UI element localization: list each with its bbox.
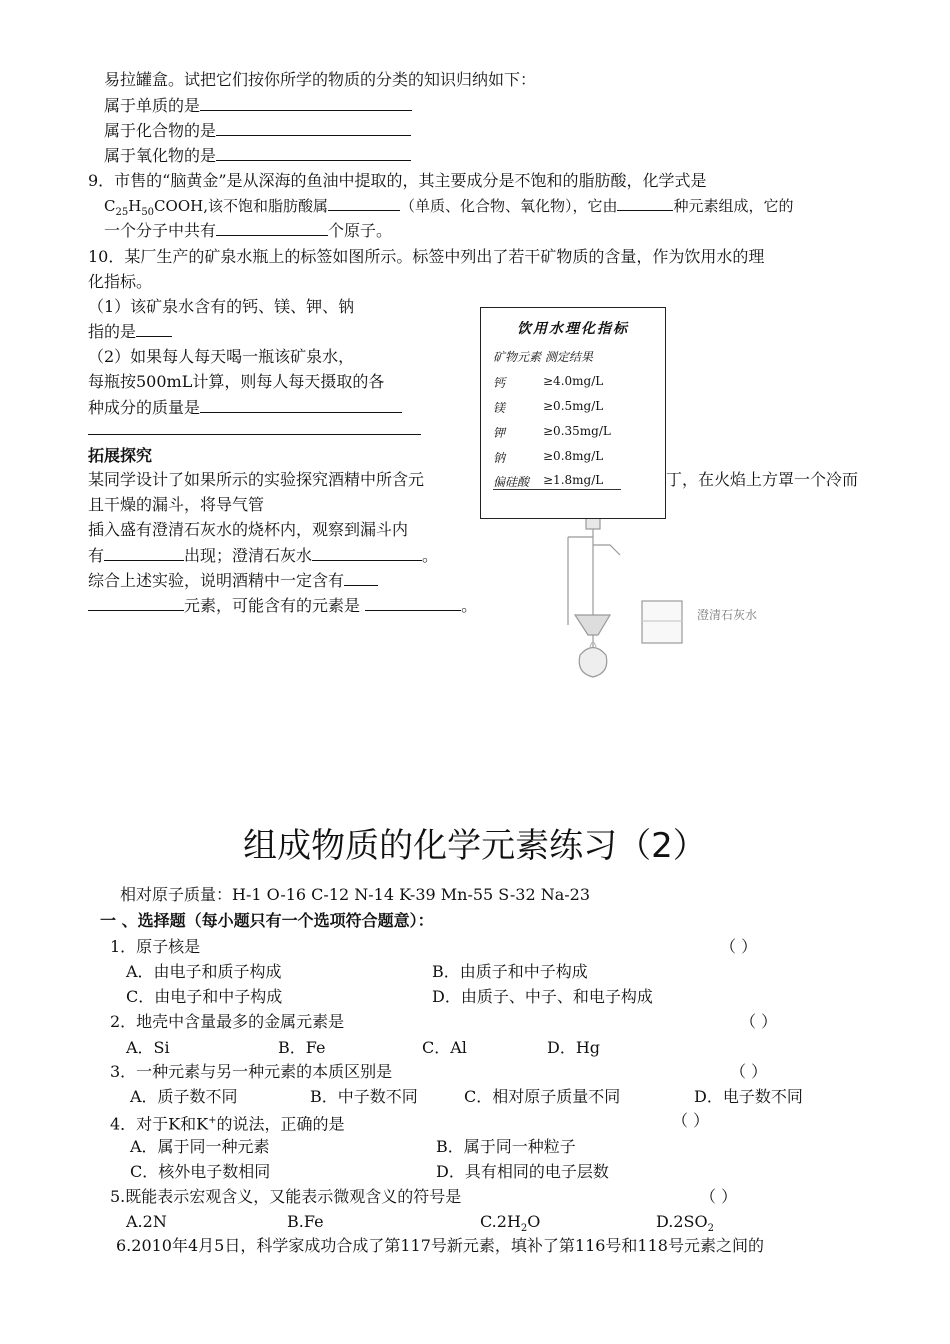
question-5: 5.既能表示宏观含义，又能表示微观含义的符号是 [110,1187,462,1206]
gas-tube [593,545,620,555]
question-10: 10．某厂生产的矿泉水瓶上的标签如图所示。标签中列出了若干矿物质的含量，作为饮用水的理 [88,247,765,266]
option[interactable]: C．核外电子数相同 [130,1162,271,1181]
text-line: 每瓶按500mL计算，则每人每天摄取的各 [88,372,385,391]
question-4: 4．对于K和K+的说法，正确的是 [110,1114,345,1134]
option[interactable]: A.2N [126,1212,167,1231]
label-row-value: ≥1.8mg/L [543,473,604,487]
beaker-icon [642,601,682,643]
blank[interactable] [312,546,422,561]
answer-line[interactable] [88,434,421,435]
label-row-name: 偏硅酸 [493,475,530,489]
text-line: 综合上述实验，说明酒精中一定含有 [88,571,378,591]
option[interactable]: A．质子数不同 [130,1087,238,1106]
blank[interactable] [200,398,402,413]
text-line: 种成分的质量是 [88,398,402,418]
option[interactable]: D．电子数不同 [694,1087,803,1106]
label-row-value: ≥0.35mg/L [543,424,611,438]
question-9-line2: $C_{25}H_{50}COOH$,该不饱和脂肪酸属 （单质、化合物、氧化物），它由 种元素组成，它的 [104,197,794,218]
option[interactable]: D．具有相同的电子层数 [436,1162,609,1181]
text-line: 插入盛有澄清石灰水的烧杯内，观察到漏斗内 [88,520,409,539]
blank[interactable] [365,596,461,611]
label-row-value: ≥4.0mg/L [543,374,604,388]
option[interactable]: B.Fe [287,1212,324,1231]
question-2: 2．地壳中含量最多的金属元素是 [110,1012,345,1031]
question-9: 9．市售的“脑黄金”是从深海的鱼油中提取的，其主要成分是不饱和的脂肪酸，化学式是 [88,171,707,190]
answer-paren[interactable]: （ ） [672,1111,710,1130]
option[interactable]: A．Si [126,1038,170,1057]
label-row-name: 钾 [493,426,506,440]
funnel-icon [575,615,610,635]
text-line: （1）该矿泉水含有的钙、镁、钾、钠 [88,297,355,316]
option[interactable]: D．由质子、中子、和电子构成 [432,987,653,1006]
mineral-water-label [480,307,666,519]
option[interactable]: B．Fe [278,1038,326,1057]
option[interactable]: D．Hg [547,1038,601,1057]
option[interactable]: C．Al [422,1038,467,1057]
answer-paren[interactable]: （ ） [720,937,758,956]
text-line: 属于化合物的是 [104,121,411,141]
blank[interactable] [216,146,411,161]
beaker-label: 澄清石灰水 [697,608,758,622]
blank[interactable] [344,571,378,586]
blank[interactable] [617,196,673,211]
text-line: 属于氧化物的是 [104,146,411,166]
text-line: 某同学设计了如果所示的实验探究酒精中所含元 [88,470,425,489]
option[interactable]: $D.2SO_2$ [656,1212,714,1235]
option[interactable]: B．中子数不同 [310,1087,418,1106]
text-line: 化指标。 [88,272,153,291]
label-row-name: 镁 [493,401,506,415]
option[interactable]: A．属于同一种元素 [130,1137,270,1156]
text-line: （2）如果每人每天喝一瓶该矿泉水， [88,347,355,366]
underline [493,489,621,490]
blank[interactable] [88,596,184,611]
label-row-value: ≥0.5mg/L [543,399,604,413]
question-6: 6.2010年4月5日，科学家成功合成了第117号新元素，填补了第116号和118号元素之间的 [116,1236,764,1255]
text-line: 丁，在火焰上方罩一个冷而 [666,470,859,489]
option[interactable]: B．属于同一种粒子 [436,1137,576,1156]
label-title: 饮用水理化指标 [517,321,629,337]
alcohol-lamp-icon [579,648,607,678]
blank[interactable] [104,546,184,561]
answer-paren[interactable]: （ ） [700,1187,738,1206]
text-line: 属于单质的是 [104,96,412,116]
answer-paren[interactable]: （ ） [730,1062,768,1081]
option[interactable]: C．由电子和中子构成 [126,987,283,1006]
label-row-name: 钠 [493,451,506,465]
option[interactable]: $C.2H_2O$ [480,1212,541,1235]
text-line: 指的是 [88,322,172,342]
option[interactable]: A．由电子和质子构成 [126,962,282,981]
option[interactable]: C．相对原子质量不同 [464,1087,621,1106]
blank[interactable] [328,196,400,211]
question-1: 1．原子核是 [110,937,201,956]
label-row-value: ≥0.8mg/L [543,449,604,463]
question-9-line3: 一个分子中共有 个原子。 [104,221,393,240]
label-row-name: 钙 [493,376,506,390]
section-heading: 拓展探究 [88,446,153,465]
blank[interactable] [216,121,411,136]
blank[interactable] [216,221,328,236]
text-line: 元素，可能含有的元素是 。 [88,596,477,616]
page-title: 组成物质的化学元素练习（2） [243,826,707,866]
text-line: 易拉罐盒。试把它们按你所学的物质的分类的知识归纳如下： [104,70,537,89]
blank[interactable] [200,96,412,111]
option[interactable]: B．由质子和中子构成 [432,962,588,981]
blank[interactable] [136,322,172,337]
answer-paren[interactable]: （ ） [740,1012,778,1031]
apparatus-illustration [530,515,770,690]
question-3: 3．一种元素与另一种元素的本质区别是 [110,1062,393,1081]
text-line: 且干燥的漏斗，将导气管 [88,495,265,514]
label-header: 矿物元素 测定结果 [493,350,593,364]
atomic-masses: 相对原子质量：H-1 O-16 C-12 N-14 K-39 Mn-55 S-32 Na-23 [120,885,591,904]
part-heading: 一 、选择题（每小题只有一个选项符合题意）： [100,911,434,930]
text-line: 有 出现；澄清石灰水 。 [88,546,439,565]
